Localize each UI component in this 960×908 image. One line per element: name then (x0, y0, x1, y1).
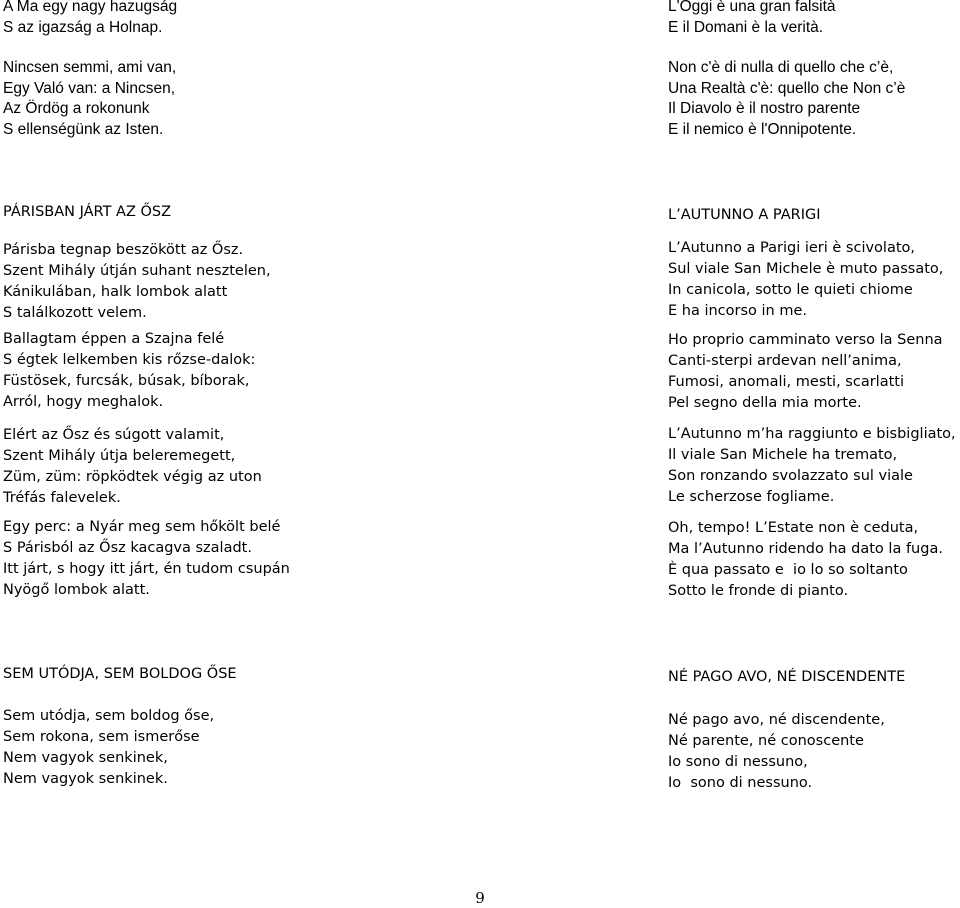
verse-line: Sem utódja, sem boldog őse, (3, 708, 215, 724)
verse-line: Szent Mihály útján suhant nesztelen, (3, 263, 271, 279)
poem-title: PÁRISBAN JÁRT AZ ŐSZ (3, 204, 172, 220)
verse-line: Io sono di nessuno. (668, 775, 813, 791)
verse-line: Nem vagyok senkinek, (3, 750, 168, 766)
verse-line: Kánikulában, halk lombok alatt (3, 284, 228, 300)
verse-line: Sotto le fronde di pianto. (668, 583, 849, 599)
verse-line: Né pago avo, né discendente, (668, 712, 885, 728)
verse-line: Nyögő lombok alatt. (3, 582, 150, 598)
poem2-hu-stanza-4 (3, 517, 290, 601)
verse-line: È qua passato e io lo so soltanto (668, 562, 908, 578)
verse-line: S az igazság a Holnap. (3, 18, 163, 36)
poem2-it-stanza-1 (668, 238, 956, 322)
poem-title: SEM UTÓDJA, SEM BOLDOG ŐSE (3, 666, 237, 682)
poem2-it-stanza-2 (668, 330, 956, 414)
verse-line: Pel segno della mia morte. (668, 395, 862, 411)
poem2-it-stanza-3 (668, 424, 956, 508)
verse-line: Le scherzose fogliame. (668, 489, 835, 505)
verse-line: Füstösek, furcsák, búsak, bíborak, (3, 373, 250, 389)
poem3-hungarian (3, 664, 237, 790)
poem3-italian (668, 667, 905, 794)
verse-line: L’Autunno m’ha raggiunto e bisbigliato, (668, 426, 956, 442)
verse-line: L'Oggi è una gran falsità (668, 0, 836, 15)
verse-line: Oh, tempo! L’Estate non è ceduta, (668, 520, 919, 536)
poem2-hu-stanza-2 (3, 329, 290, 413)
verse-line: Egy perc: a Nyár meg sem hőkölt belé (3, 519, 281, 535)
verse-line: Nincsen semmi, ami van, (3, 59, 177, 76)
verse-line: Il Diavolo è il nostro parente (668, 100, 861, 117)
verse-line: Io sono di nessuno, (668, 754, 808, 770)
page-number: 9 (475, 889, 485, 907)
poem2-hungarian (3, 202, 290, 601)
verse-line: Canti-sterpi ardevan nell’anima, (668, 353, 902, 369)
verse-line: Ho proprio camminato verso la Senna (668, 332, 943, 348)
poem1-hu-stanza-1 (3, 0, 177, 38)
verse-line: Szent Mihály útja beleremegett, (3, 448, 236, 464)
verse-line: Ballagtam éppen a Szajna felé (3, 331, 225, 347)
poem1-hu-stanza-2 (3, 58, 177, 140)
verse-line: Nem vagyok senkinek. (3, 771, 168, 787)
verse-line: Elért az Ősz és súgott valamit, (3, 427, 225, 443)
verse-line: Ma l’Autunno ridendo ha dato la fuga. (668, 541, 943, 557)
verse-line: A Ma egy nagy hazugság (3, 0, 178, 15)
verse-line: Tréfás falevelek. (3, 490, 121, 506)
verse-line: L’Autunno a Parigi ieri è scivolato, (668, 240, 916, 256)
verse-line: Né parente, né conoscente (668, 733, 864, 749)
verse-line: Züm, züm: röpködtek végig az uton (3, 469, 262, 485)
poem1-it-stanza-2 (668, 58, 905, 140)
poem2-hu-stanza-1 (3, 240, 290, 324)
verse-line: E ha incorso in me. (668, 303, 807, 319)
verse-line: Itt járt, s hogy itt járt, én tudom csupán (3, 561, 290, 577)
verse-line: Il viale San Michele ha tremato, (668, 447, 898, 463)
verse-line: Fumosi, anomali, mesti, scarlatti (668, 374, 904, 390)
poem-title: L’AUTUNNO A PARIGI (668, 207, 821, 223)
poem3-hu-stanza-1 (3, 706, 237, 790)
poem-title: NÉ PAGO AVO, NÉ DISCENDENTE (668, 669, 906, 685)
verse-line: E il Domani è la verità. (668, 18, 824, 36)
verse-line: Sul viale San Michele è muto passato, (668, 261, 944, 277)
poem2-it-stanza-4 (668, 518, 956, 602)
poem1-italian (668, 0, 905, 140)
verse-line: S találkozott velem. (3, 305, 147, 321)
poem2-hu-stanza-3 (3, 425, 290, 509)
verse-line: Son ronzando svolazzato sul viale (668, 468, 913, 484)
verse-line: S ellenségünk az Isten. (3, 120, 164, 138)
verse-line: Arról, hogy meghalok. (3, 394, 164, 410)
poem1-hungarian (3, 0, 177, 140)
poem1-it-stanza-1 (668, 0, 905, 38)
verse-line: Az Ördög a rokonunk (3, 100, 150, 117)
verse-line: Párisba tegnap beszökött az Ősz. (3, 242, 244, 258)
poem3-it-stanza-1 (668, 710, 905, 794)
verse-line: S Párisból az Ősz kacagva szaladt. (3, 540, 252, 556)
verse-line: S égtek lelkemben kis rőzse-dalok: (3, 352, 256, 368)
verse-line: E il nemico è l'Onnipotente. (668, 120, 857, 138)
verse-line: Egy Való van: a Nincsen, (3, 79, 176, 97)
poem2-italian (668, 205, 956, 602)
verse-line: Una Realtà c'è: quello che Non c’è (668, 79, 906, 97)
verse-line: Non c'è di nulla di quello che c’è, (668, 59, 894, 76)
verse-line: In canicola, sotto le quieti chiome (668, 282, 913, 298)
verse-line: Sem rokona, sem ismerőse (3, 729, 200, 745)
